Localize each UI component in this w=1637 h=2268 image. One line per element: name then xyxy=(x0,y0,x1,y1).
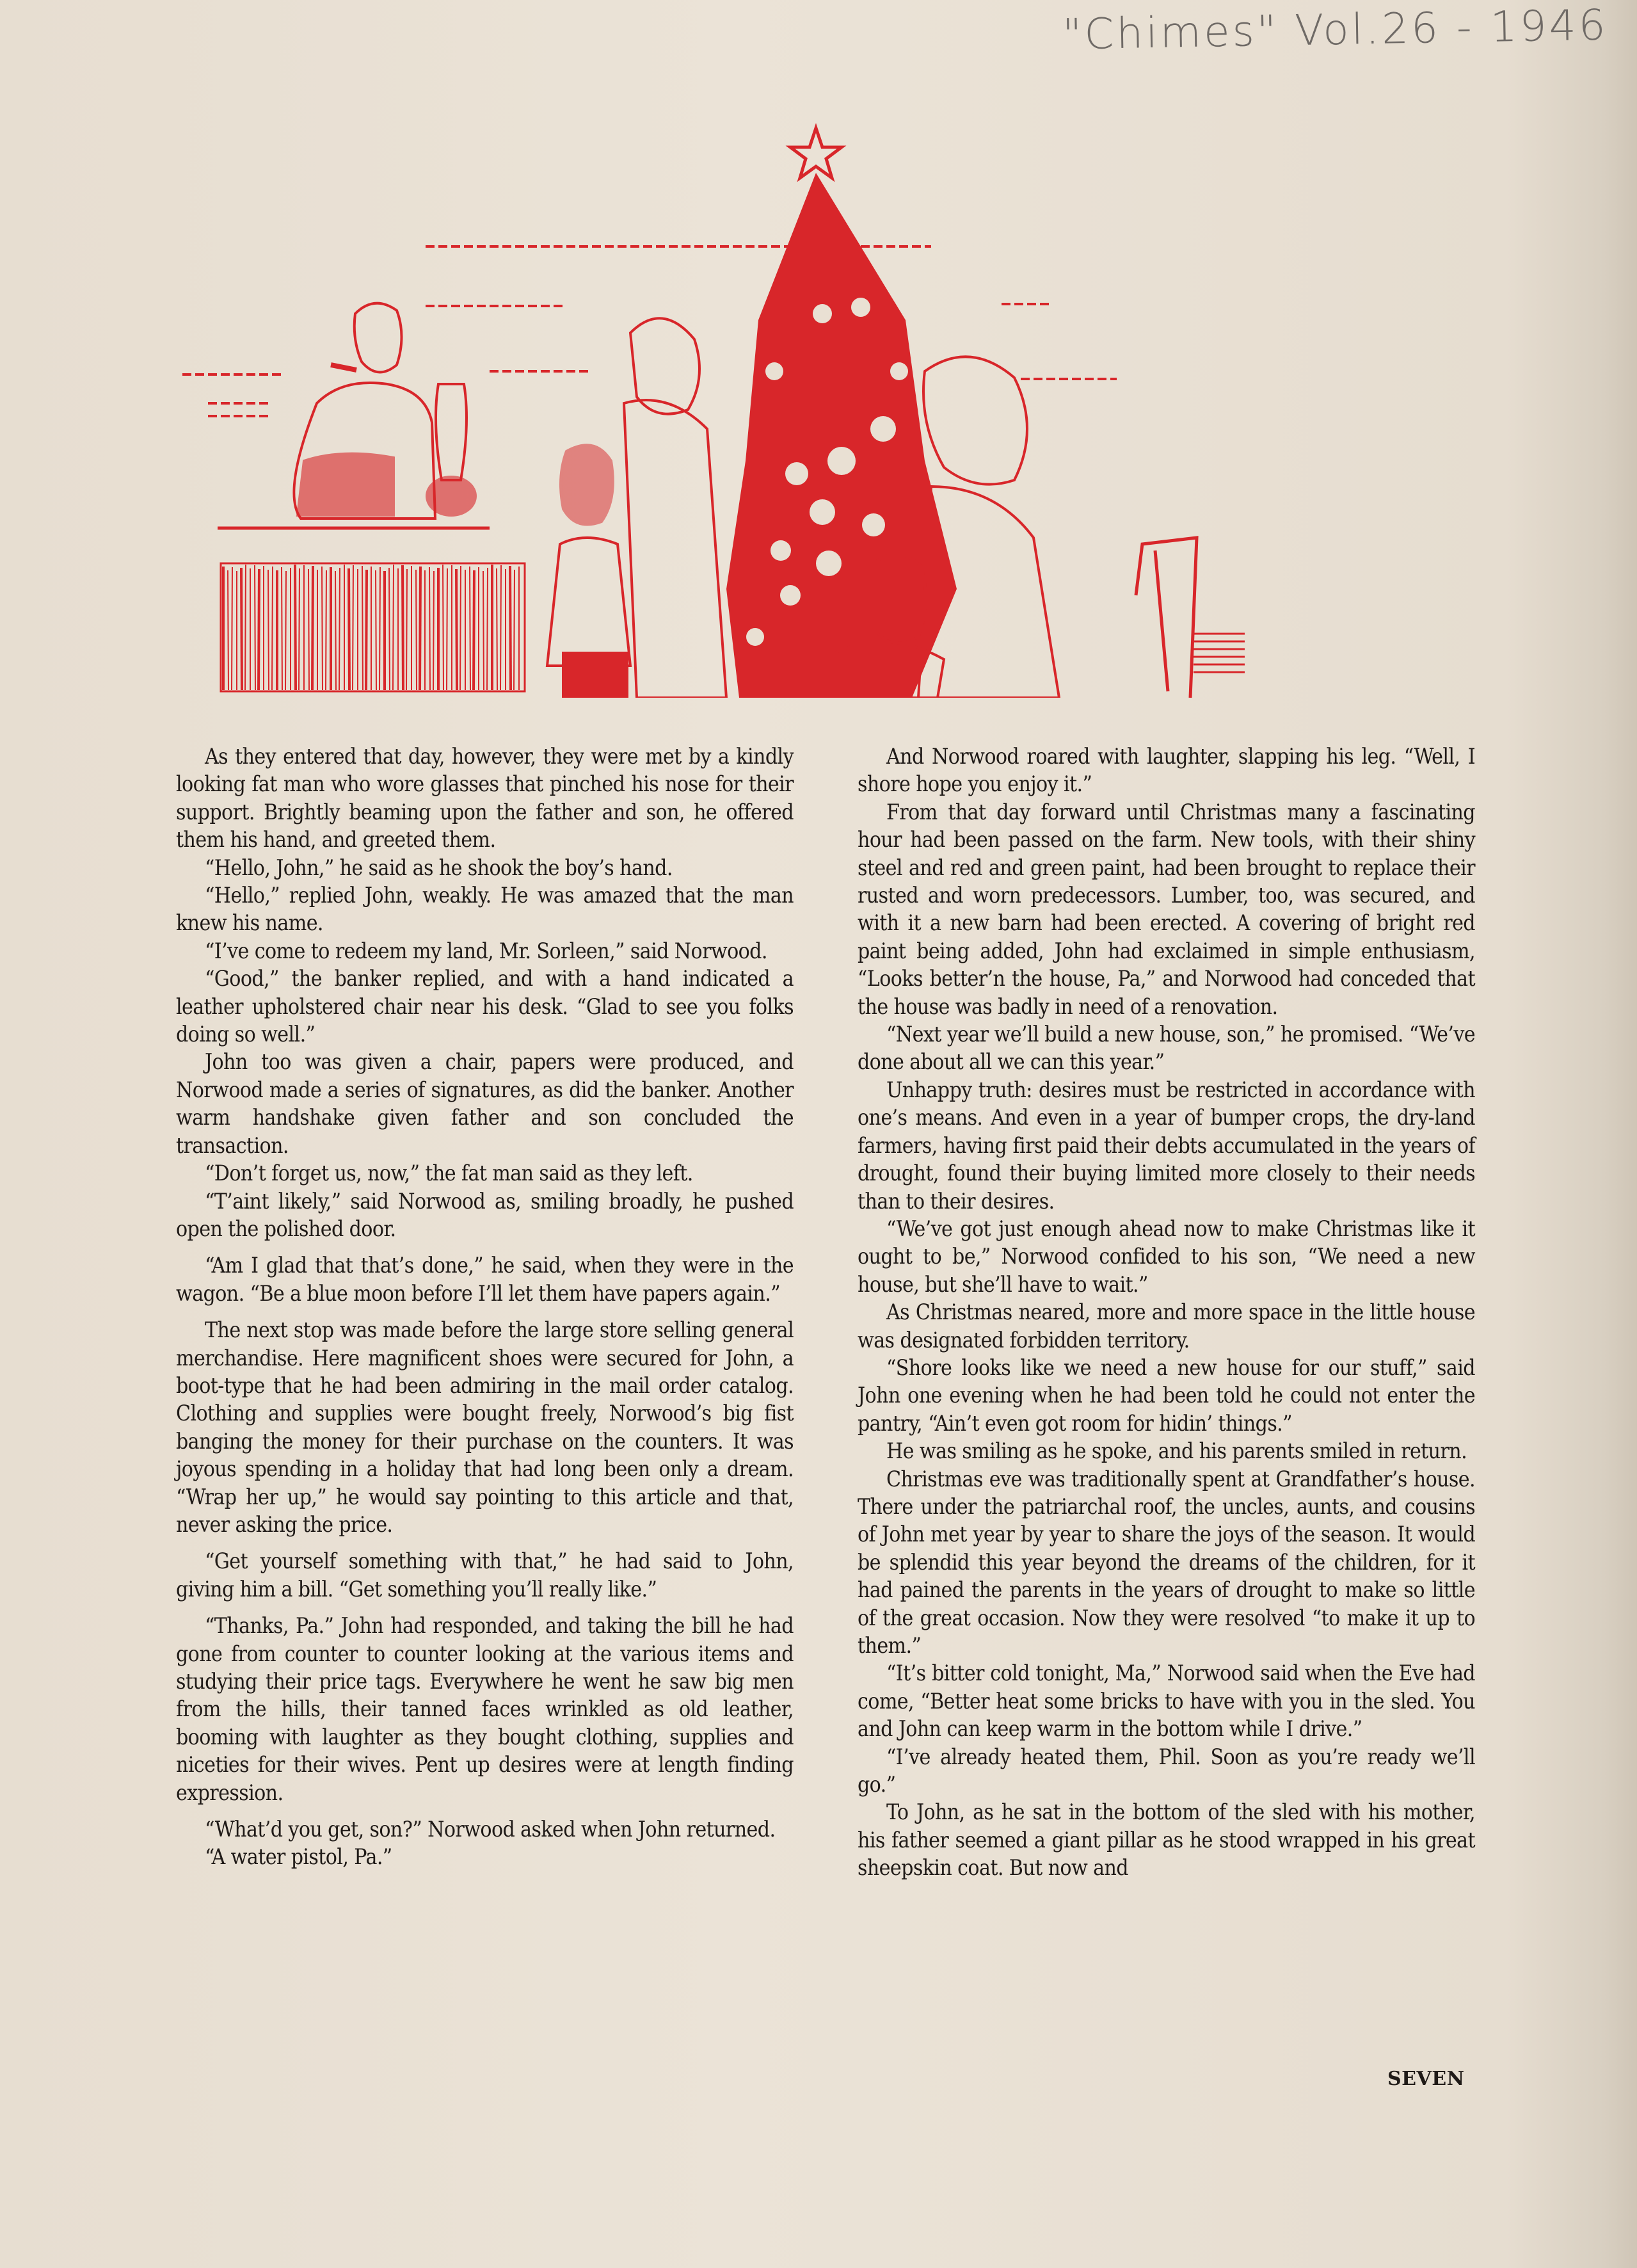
desk-hatch-line xyxy=(433,571,434,690)
desk-hatch-line xyxy=(272,567,273,690)
paragraph: John too was given a chair, papers were produced, and Norwood made a series of signatures, as did the banker. Another warm handshake given father and son concluded the transaction. xyxy=(176,1049,794,1158)
paragraph: “I’ve come to redeem my land, Mr. Sorleen,” said Norwood. xyxy=(205,938,767,963)
boy-figure xyxy=(547,445,630,698)
christmas-tree xyxy=(726,128,957,698)
desk-hatch-line xyxy=(514,570,515,690)
paragraph: “Hello,” replied John, weakly. He was amazed that the man knew his name. xyxy=(176,883,794,936)
chair-shadow xyxy=(1194,634,1245,672)
paragraph: As Christmas neared, more and more space in the little house was designated forbidden territory. xyxy=(858,1299,1475,1353)
paragraph: “It’s bitter cold tonight, Ma,” Norwood said when the Eve had come, “Better heat some bricks to have with you in the sled. You and John can keep warm in the bottom while I drive.” xyxy=(858,1661,1475,1742)
desk-hatch-line xyxy=(268,570,269,690)
paragraph: As they entered that day, however, they were met by a kindly looking fat man who wore glasses that pinched his nose for their support. Brightly beaming upon the father and son, he offered them his hand, and greeted them. xyxy=(176,744,794,853)
paragraph: “A water pistol, Pa.” xyxy=(205,1844,392,1870)
paragraph: “Good,” the banker replied, and with a hand indicated a leather upholstered chair near his desk. “Glad to see you folks doing so well.” xyxy=(176,966,794,1047)
desk-hatch-line xyxy=(335,571,336,690)
handwritten-annotation: "Chimes" Vol.26 - 1946 xyxy=(1062,0,1609,60)
desk-hatch-line xyxy=(460,566,461,690)
paragraph: And Norwood roared with laughter, slapping his leg. “Well, I shore hope you enjoy it.” xyxy=(858,744,1475,797)
paragraph: “Am I glad that that’s done,” he said, when they were in the wagon. “Be a blue moon before I’ll let them have papers again.” xyxy=(176,1253,794,1306)
desk-hatch-line xyxy=(245,565,246,690)
left-column xyxy=(176,743,794,1871)
desk-hatch-line xyxy=(308,569,309,690)
page-number: SEVEN xyxy=(1387,2068,1465,2090)
paragraph: “We’ve got just enough ahead now to make Christmas like it ought to be,” Norwood confided to his son, “We need a new house, but she’ll have to wait.” xyxy=(858,1216,1475,1297)
christmas-illustration xyxy=(182,102,1456,698)
paragraph: “Next year we’ll build a new house, son,” he promised. “We’ve done about all we can this year.” xyxy=(858,1022,1475,1075)
desk-hatch-line xyxy=(510,566,511,690)
paragraph: “I’ve already heated them, Phil. Soon as you’re ready we’ll go.” xyxy=(858,1744,1475,1798)
paragraph: From that day forward until Christmas many a fascinating hour had been passed on the farm. New tools, with their shiny steel and red and green paint, had been brought to replace their rusted and worn predecessors. Lumber, too, was secured, and with it a new barn had been erected. A covering of bright red paint being added, John had exclaimed in simple enthusiasm, “Looks better’n the house, Pa,” and Norwood had conceded that the house was badly in need of a renovation. xyxy=(858,799,1475,1019)
right-column xyxy=(858,743,1475,1882)
desk-hatch-line xyxy=(429,567,430,690)
desk-hatch-line xyxy=(406,569,407,690)
paragraph: Unhappy truth: desires must be restricted in accordance with one’s means. And even in a year of bumper crops, the dry-land farmers, having first paid their debts accumulated in the years of drought, found their buying limited more closely to their needs than to their desires. xyxy=(858,1077,1475,1214)
desk-hatch-line xyxy=(389,568,390,690)
paragraph: “What’d you get, son?” Norwood asked when John returned. xyxy=(205,1817,776,1842)
woman-figure xyxy=(624,318,726,698)
banker-figure xyxy=(294,303,435,519)
paragraph: Christmas eve was traditionally spent at Grandfather’s house. There under the patriarchal roof, the uncles, aunts, and cousins of John met year by year to share the joys of the season. It would be splendid this year beyond the dreams of the children, for it had pained the parents in the years of drought to make so little of the great occasion. Now they were resolved “to make it up to them.” xyxy=(858,1466,1475,1658)
paragraph: The next stop was made before the large store selling general merchandise. Here magnificent shoes were secured for John, a boot-type that he had been admiring in the mail order catalog. Clothing and supplies were bought freely, Norwood’s big fist banging the money for their purchase on the counters. It was joyous spending in a holiday that had long been only a dream. “Wrap her up,” he would say pointing to this article and that, never asking the price. xyxy=(176,1317,794,1537)
paragraph: “Don’t forget us, now,” the fat man said as they left. xyxy=(205,1161,693,1186)
desk-hatch-line xyxy=(312,566,313,690)
desk-hatch-line xyxy=(322,567,323,690)
paragraph: He was smiling as he spoke, and his parents smiled in return. xyxy=(886,1438,1467,1464)
desk-hatch-line xyxy=(379,567,380,690)
desk-hatch-line xyxy=(483,571,484,690)
desk-hatch-line xyxy=(416,570,417,690)
desk-hatch-line xyxy=(500,565,501,690)
desk-hatch-line xyxy=(456,569,457,690)
desk-hatch-line xyxy=(241,568,242,690)
desk-hatch-line xyxy=(362,566,363,690)
paragraph: “Hello, John,” he said as he shook the boy’s hand. xyxy=(205,855,673,880)
paragraph: “Shore looks like we need a new house for our stuff,” said John one evening when he had been told he could not enter the pantry, “Ain’t even got room for hidin’ things.” xyxy=(858,1355,1475,1436)
desk-hatch-line xyxy=(393,565,394,690)
desk-hatch-line xyxy=(285,571,286,690)
wall-lines xyxy=(182,246,1117,416)
desk-hatch-line xyxy=(487,568,488,690)
paragraph: To John, as he sat in the bottom of the sled with his mother, his father seemed a giant pillar as he stood wrapped in his great sheepskin coat. But now and xyxy=(858,1799,1475,1881)
desk-hatch-line xyxy=(295,565,296,690)
illustration-ink xyxy=(182,128,1245,698)
paragraph: “Thanks, Pa.” John had responded, and taking the bill he had gone from counter to counter looking at the various items and studying their price tags. Everywhere he went he saw big men from the hills, their tanned faces wrinkled as old leather, booming with laughter as they bought clothing, supplies and niceties for their wives. Pent up desires were at length finding expression. xyxy=(176,1613,794,1805)
paragraph: “T’aint likely,” said Norwood as, smiling broadly, he pushed open the polished door. xyxy=(176,1188,794,1241)
desk-hatch-line xyxy=(339,568,340,690)
paragraph: “Get yourself something with that,” he had said to John, giving him a bill. “Get something you’ll really like.” xyxy=(176,1548,794,1602)
chair xyxy=(1136,538,1197,698)
desk-hatch-line xyxy=(366,570,367,690)
